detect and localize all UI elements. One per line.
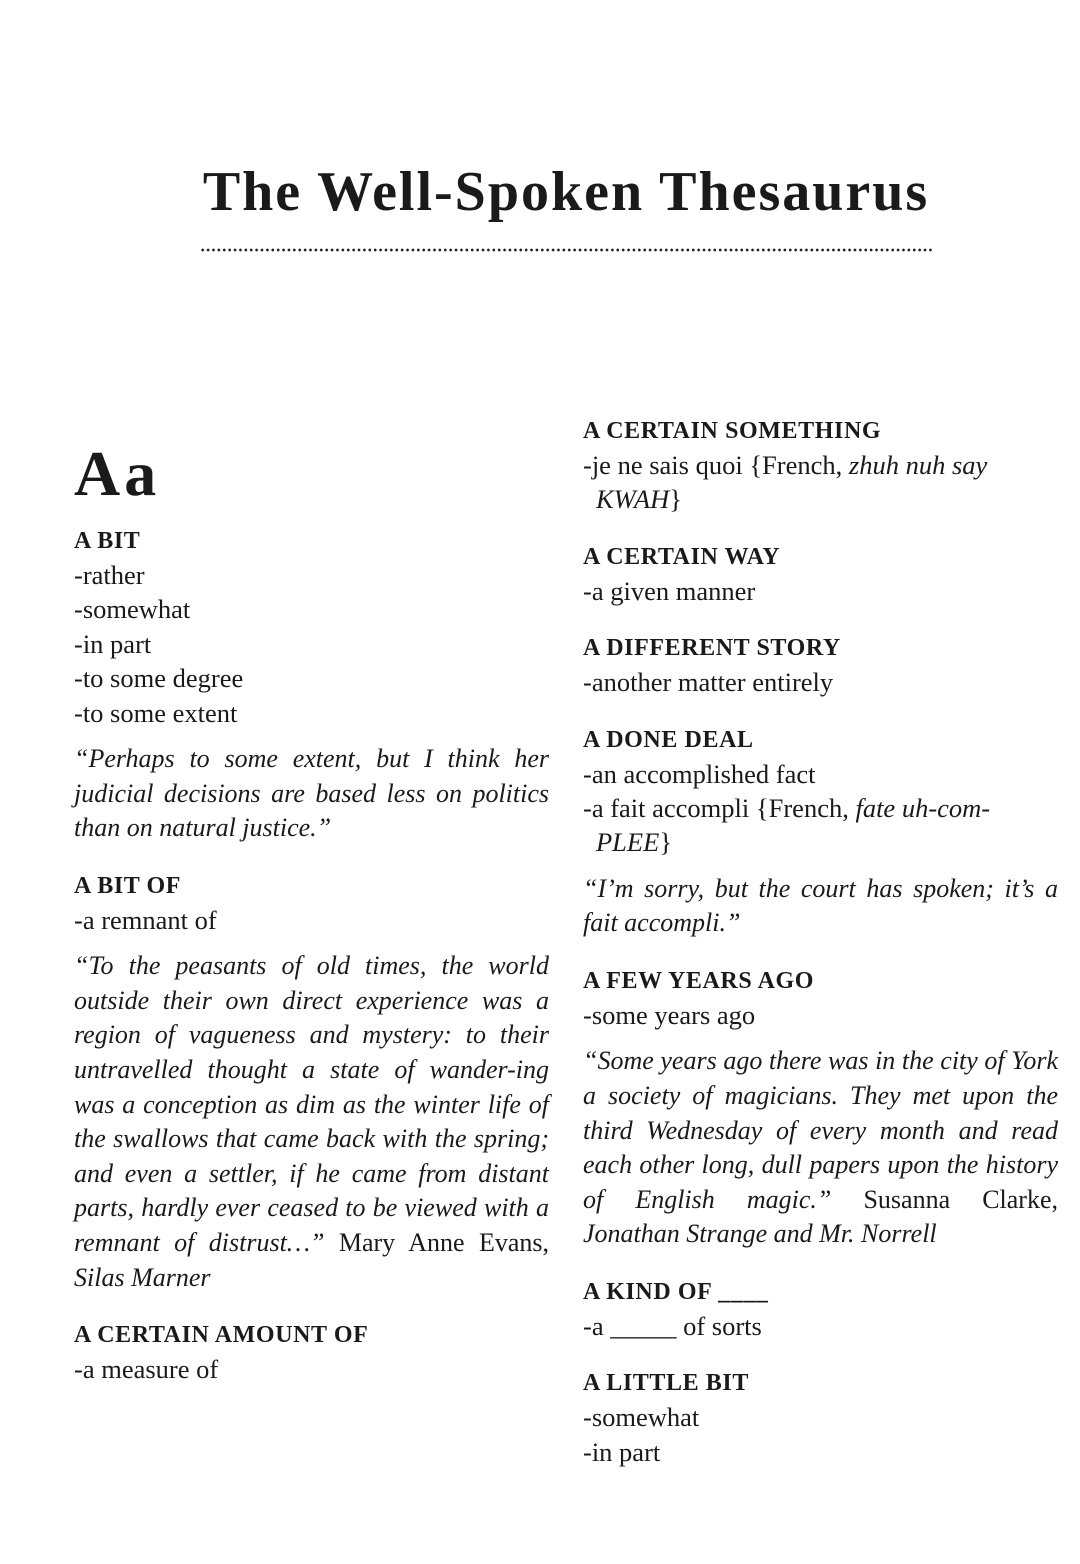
text: -je ne sais quoi {French, [583, 450, 849, 480]
entry-headword: A DIFFERENT STORY [583, 635, 841, 662]
italic-text: Jonathan Strange and Mr. Norrell [583, 1219, 937, 1249]
entry-headword: A CERTAIN AMOUNT OF [74, 1322, 369, 1349]
text: } [669, 484, 682, 515]
thesaurus-entry [74, 869, 549, 1295]
text: -somewhat [74, 594, 191, 625]
entry-headword: A CERTAIN WAY [583, 543, 781, 570]
example-quote [74, 742, 549, 846]
thesaurus-entry [74, 524, 549, 846]
right-column [583, 414, 1058, 1492]
thesaurus-entry [583, 540, 1058, 608]
thesaurus-entry [583, 723, 1058, 941]
synonym-item [583, 1400, 1058, 1434]
left-column [74, 436, 549, 1410]
text: -another matter entirely [583, 667, 834, 698]
text: -a fait accompli {French, [583, 793, 856, 824]
text: -a given manner [583, 575, 756, 606]
synonym-item [74, 592, 549, 626]
text: -to some extent [74, 697, 238, 728]
text: -rather [74, 560, 145, 590]
synonym-item [583, 791, 1058, 860]
text: } [659, 827, 673, 858]
thesaurus-entry [583, 1275, 1058, 1343]
italic-text: “Perhaps to some extent, but I think her judicial decisions are based less on politics than on natural justice.” [74, 744, 549, 843]
synonym-item [583, 757, 1058, 791]
entry-headword: A KIND OF ____ [583, 1279, 769, 1305]
synonym-item [74, 1352, 549, 1386]
example-quote [583, 872, 1058, 941]
synonym-item [583, 1435, 1058, 1469]
section-letter: Aa [74, 438, 161, 509]
text: -somewhat [583, 1402, 700, 1433]
text: -in part [74, 628, 152, 659]
italic-text: Silas Marner [74, 1262, 211, 1292]
italic-text: “To the peasants of old times, the world outside their own direct experience was a region of vagueness and mystery: to their untravelled thought a state of wander-ing was a conception as dim as the winter life of the swallows that came back with the spring; and even a settler, if he came from distant parts, hardly ever ceased to be viewed with a remnant of distrust…” [74, 951, 549, 1257]
synonym-item [74, 661, 549, 695]
example-quote [583, 1044, 1058, 1252]
text: -some years ago [583, 1000, 756, 1031]
thesaurus-entry [74, 1318, 549, 1386]
text: -an accomplished fact [583, 758, 816, 789]
entry-headword: A BIT OF [74, 872, 182, 899]
synonym-item [74, 903, 549, 937]
thesaurus-entry [583, 631, 1058, 699]
text: Mary Anne Evans, [324, 1227, 549, 1257]
synonym-item [583, 574, 1058, 608]
text: -in part [583, 1436, 661, 1467]
entry-headword: A CERTAIN SOMETHING [583, 418, 882, 444]
dotted-divider [200, 248, 932, 252]
synonym-item [74, 696, 549, 730]
entry-headword: A DONE DEAL [583, 726, 754, 753]
thesaurus-entry [583, 414, 1058, 517]
text: -a measure of [74, 1354, 219, 1385]
italic-text: zhuh nuh say KWAH [596, 450, 988, 515]
thesaurus-entry [583, 1366, 1058, 1469]
text: -a remnant of [74, 904, 217, 935]
entry-headword: A FEW YEARS AGO [583, 968, 815, 995]
thesaurus-entry [583, 964, 1058, 1252]
italic-text: fate uh-com-PLEE [596, 793, 991, 858]
example-quote [74, 949, 549, 1295]
text: Susanna Clarke, [831, 1184, 1059, 1214]
page-title: The Well-Spoken Thesaurus [202, 161, 930, 223]
text: -to some degree [74, 663, 244, 694]
synonym-item [74, 558, 549, 592]
synonym-item [583, 998, 1058, 1032]
italic-text: “I’m sorry, but the court has spoken; it’s a fait accompli.” [583, 873, 1058, 938]
synonym-item [583, 448, 1058, 517]
entry-headword: A BIT [74, 528, 141, 554]
italic-text: “Some years ago there was in the city of York a society of magicians. They met upon the third Wednesday of every month and read each other long, dull papers upon the history of English magic.” [583, 1046, 1058, 1214]
text: -a _____ of sorts [583, 1311, 762, 1341]
entry-headword: A LITTLE BIT [583, 1370, 749, 1397]
synonym-item [74, 627, 549, 661]
synonym-item [583, 1309, 1058, 1343]
synonym-item [583, 665, 1058, 699]
